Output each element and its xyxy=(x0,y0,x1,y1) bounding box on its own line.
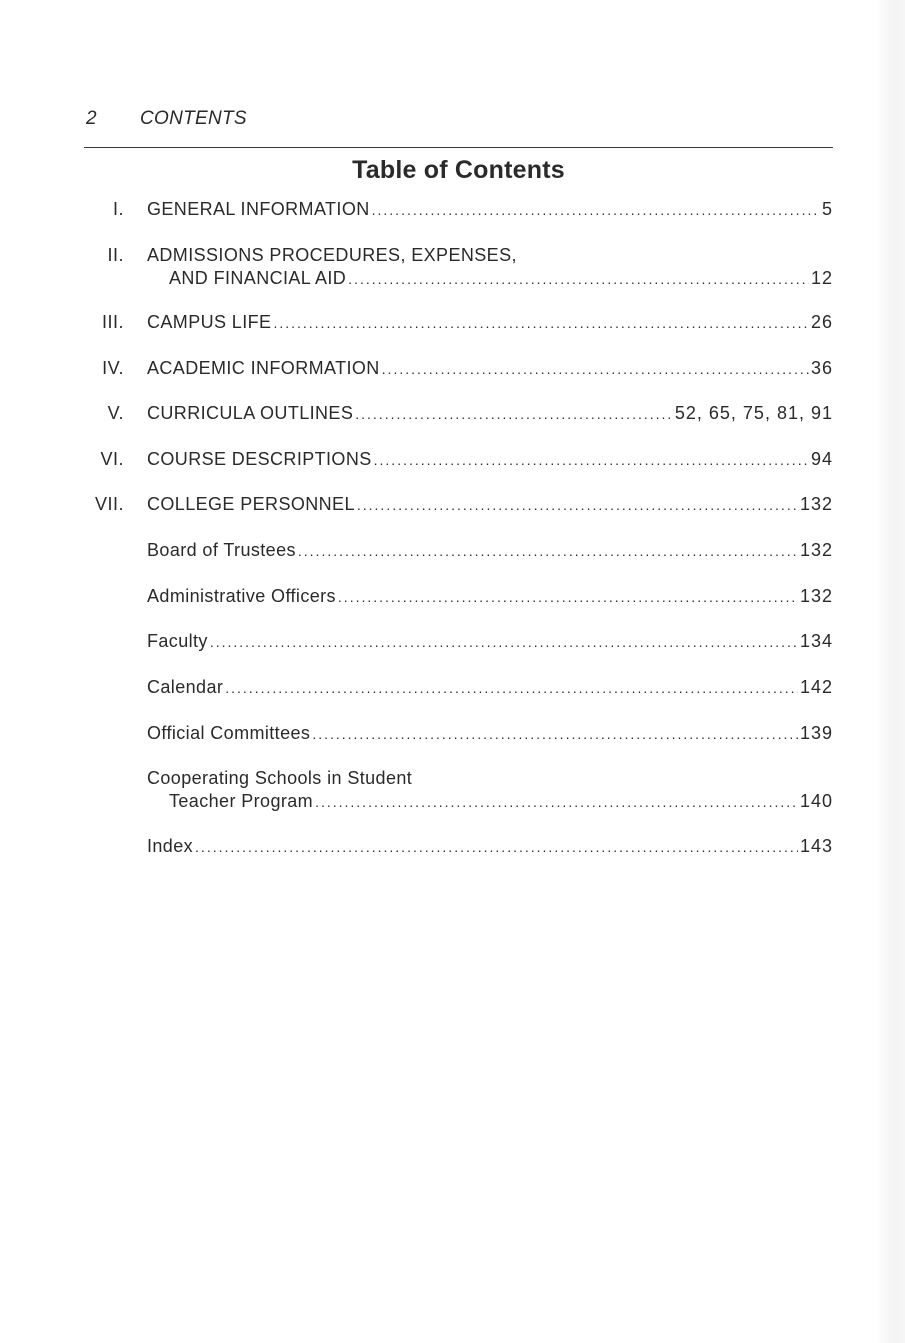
dot-leader xyxy=(338,585,798,609)
toc-entry-label: Index xyxy=(147,836,194,856)
toc-entry-page: 94 xyxy=(810,449,833,469)
toc-entry-label: COLLEGE PERSONNEL xyxy=(147,494,355,514)
toc-subentry-official-committees[interactable] xyxy=(147,721,833,745)
toc-entry-label: Board of Trustees xyxy=(147,540,296,560)
toc-entry-page: 134 xyxy=(799,631,833,651)
section-numeral: V. xyxy=(107,403,124,423)
toc-entry-page: 12 xyxy=(810,268,833,288)
toc-entry-page: 132 xyxy=(799,494,833,514)
toc-entry-page: 5 xyxy=(821,199,833,219)
section-numeral: VI. xyxy=(100,449,124,469)
toc-entry-label: Calendar xyxy=(147,677,224,697)
running-head-section: CONTENTS xyxy=(140,108,247,129)
toc-subentry-board-of-trustees[interactable] xyxy=(147,538,833,562)
dot-leader xyxy=(348,267,809,291)
dot-leader xyxy=(355,402,673,426)
toc-entry-label: Official Committees xyxy=(147,723,311,743)
toc-entry-page: 139 xyxy=(799,723,833,743)
toc-entry-academic-information[interactable] xyxy=(147,356,833,380)
toc-entry-course-descriptions[interactable] xyxy=(147,447,833,471)
toc-entry-label: Faculty xyxy=(147,631,208,651)
dot-leader xyxy=(374,448,809,472)
section-numeral: II. xyxy=(107,245,124,265)
toc-entry-label: GENERAL INFORMATION xyxy=(147,199,370,219)
toc-subentry-index[interactable] xyxy=(147,834,833,858)
toc-entry-admissions[interactable] xyxy=(169,266,833,290)
dot-leader xyxy=(312,722,798,746)
toc-entry-label: COURSE DESCRIPTIONS xyxy=(147,449,372,469)
dot-leader xyxy=(382,357,809,381)
toc-subentry-administrative-officers[interactable] xyxy=(147,584,833,608)
toc-entry-curricula-outlines[interactable] xyxy=(147,401,833,425)
toc-entry-page: 26 xyxy=(810,312,833,332)
section-numeral: III. xyxy=(101,312,124,332)
toc-entry-label: AND FINANCIAL AID xyxy=(169,268,347,288)
section-numeral: VII. xyxy=(94,494,124,514)
toc-entry-label-line1: ADMISSIONS PROCEDURES, EXPENSES, xyxy=(147,245,517,265)
header-rule xyxy=(84,147,833,148)
dot-leader xyxy=(298,539,798,563)
toc-entry-page: 52, 65, 75, 81, 91 xyxy=(674,403,833,423)
toc-entry-page: 132 xyxy=(799,540,833,560)
toc-entry-page: 140 xyxy=(799,791,833,811)
toc-entry-label: Teacher Program xyxy=(169,791,314,811)
running-head-page-number: 2 xyxy=(86,108,97,129)
dot-leader xyxy=(273,311,809,335)
toc-subentry-calendar[interactable] xyxy=(147,675,833,699)
section-numeral: I. xyxy=(112,199,124,219)
toc-entry-campus-life[interactable] xyxy=(147,310,833,334)
toc-entry-label: CURRICULA OUTLINES xyxy=(147,403,354,423)
dot-leader xyxy=(195,835,798,859)
dot-leader xyxy=(225,676,798,700)
page-title: Table of Contents xyxy=(352,156,565,184)
toc-entry-label-line1: Cooperating Schools in Student xyxy=(147,768,413,788)
page-edge-shadow xyxy=(875,0,905,1343)
toc-subentry-cooperating-schools[interactable] xyxy=(169,789,833,813)
toc-entry-page: 143 xyxy=(799,836,833,856)
section-numeral: IV. xyxy=(102,358,124,378)
toc-entry-page: 132 xyxy=(799,586,833,606)
toc-subentry-faculty[interactable] xyxy=(147,629,833,653)
toc-entry-label: Administrative Officers xyxy=(147,586,336,606)
toc-entry-page: 36 xyxy=(810,358,833,378)
dot-leader xyxy=(210,630,798,654)
dot-leader xyxy=(357,493,798,517)
toc-entry-label: CAMPUS LIFE xyxy=(147,312,272,332)
toc-entry-college-personnel[interactable] xyxy=(147,492,833,516)
toc-entry-general-information[interactable] xyxy=(147,197,833,221)
toc-entry-page: 142 xyxy=(799,677,833,697)
running-head xyxy=(86,108,247,130)
dot-leader xyxy=(315,790,798,814)
toc-entry-label: ACADEMIC INFORMATION xyxy=(147,358,380,378)
dot-leader xyxy=(372,198,820,222)
